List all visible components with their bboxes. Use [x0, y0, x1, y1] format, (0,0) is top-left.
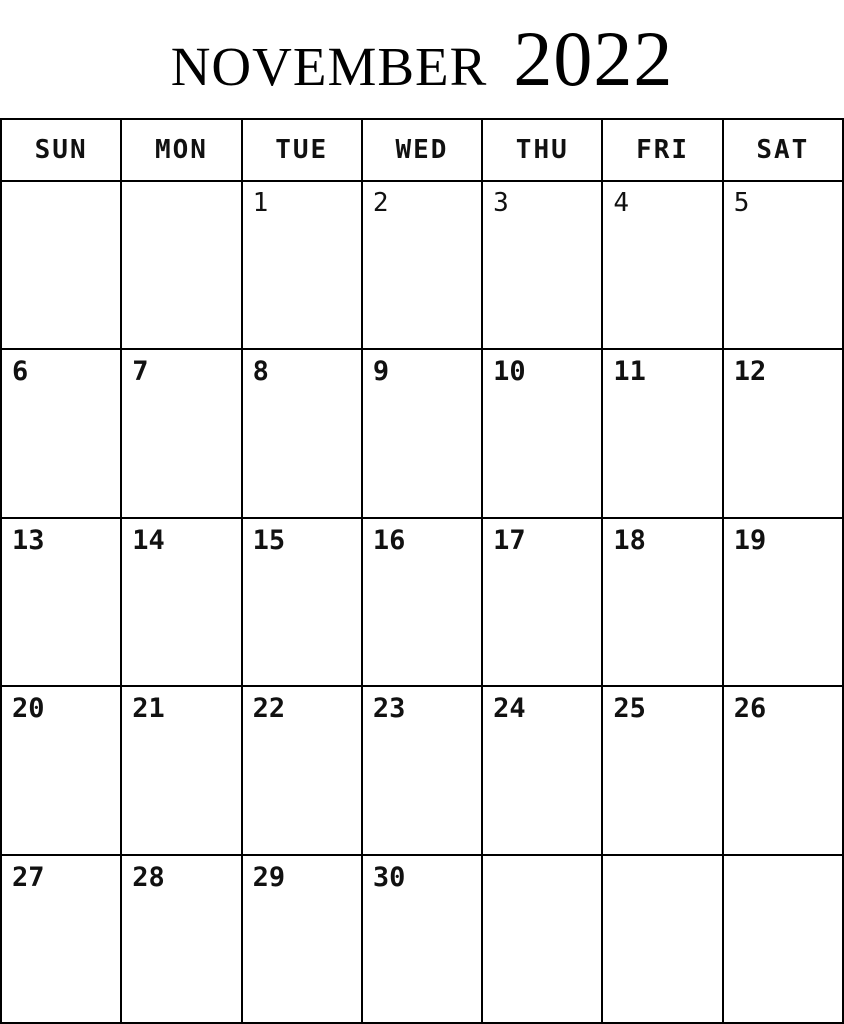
day-number: 4: [613, 188, 630, 218]
day-cell[interactable]: [363, 182, 483, 350]
day-cell[interactable]: [483, 856, 603, 1024]
weekday-header-mon: MON: [122, 120, 242, 182]
day-cell[interactable]: [483, 687, 603, 855]
weekday-header-sat: SAT: [724, 120, 844, 182]
day-cell[interactable]: [603, 182, 723, 350]
day-number: 13: [12, 524, 45, 556]
day-number: 5: [733, 188, 750, 218]
day-cell[interactable]: [243, 687, 363, 855]
day-cell[interactable]: [243, 182, 363, 350]
day-number: 11: [613, 356, 646, 388]
weekday-header-fri: FRI: [603, 120, 723, 182]
day-number: 23: [372, 693, 406, 725]
day-cell[interactable]: [483, 350, 603, 518]
day-cell[interactable]: [122, 856, 242, 1024]
day-cell[interactable]: [603, 687, 723, 855]
day-number: 24: [493, 693, 526, 725]
day-number: 16: [372, 524, 406, 556]
day-cell[interactable]: [483, 182, 603, 350]
day-number: 30: [372, 861, 406, 893]
day-number: 20: [12, 693, 45, 725]
day-number: 1: [252, 188, 269, 218]
day-number: 18: [613, 524, 646, 556]
day-cell[interactable]: [2, 856, 122, 1024]
calendar-grid: [0, 118, 844, 1024]
day-number: 9: [372, 356, 390, 388]
day-number: 14: [132, 524, 165, 556]
day-cell[interactable]: [363, 856, 483, 1024]
day-cell[interactable]: [724, 350, 844, 518]
calendar-title-bar: [0, 0, 844, 118]
day-cell[interactable]: [2, 182, 122, 350]
day-cell[interactable]: [363, 519, 483, 687]
day-cell[interactable]: [363, 350, 483, 518]
day-number: 8: [252, 356, 269, 388]
page-title: [170, 15, 674, 102]
day-number: 17: [493, 524, 526, 556]
day-number: 27: [12, 861, 45, 893]
day-number: 28: [132, 861, 165, 893]
day-cell[interactable]: [122, 519, 242, 687]
weekday-header-sun: SUN: [2, 120, 122, 182]
day-cell[interactable]: [243, 519, 363, 687]
day-number: 21: [132, 693, 165, 725]
day-number: 6: [12, 356, 29, 388]
day-cell[interactable]: [122, 687, 242, 855]
day-cell[interactable]: [2, 519, 122, 687]
title-month: november: [170, 15, 488, 102]
day-number: 7: [132, 356, 149, 388]
day-cell[interactable]: [243, 350, 363, 518]
day-number: 26: [733, 693, 767, 725]
day-number: 3: [493, 188, 509, 218]
day-cell[interactable]: [363, 687, 483, 855]
day-cell[interactable]: [122, 182, 242, 350]
weekday-header-tue: TUE: [243, 120, 363, 182]
day-cell[interactable]: [243, 856, 363, 1024]
weekday-header-wed: WED: [363, 120, 483, 182]
day-cell[interactable]: [724, 519, 844, 687]
day-number: 29: [252, 861, 286, 893]
day-number: 15: [252, 524, 286, 556]
day-cell[interactable]: [603, 519, 723, 687]
day-cell[interactable]: [2, 350, 122, 518]
day-cell[interactable]: [603, 350, 723, 518]
day-number: 19: [733, 524, 767, 556]
day-number: 10: [493, 356, 526, 388]
day-number: 12: [733, 356, 767, 388]
title-year: 2022: [513, 15, 674, 102]
weekday-header-thu: THU: [483, 120, 603, 182]
day-cell[interactable]: [724, 182, 844, 350]
day-cell[interactable]: [724, 856, 844, 1024]
day-cell[interactable]: [483, 519, 603, 687]
day-cell[interactable]: [2, 687, 122, 855]
day-cell[interactable]: [603, 856, 723, 1024]
day-cell[interactable]: [724, 687, 844, 855]
day-number: 25: [613, 693, 646, 725]
day-number: 22: [252, 693, 286, 725]
day-cell[interactable]: [122, 350, 242, 518]
day-number: 2: [372, 188, 389, 218]
